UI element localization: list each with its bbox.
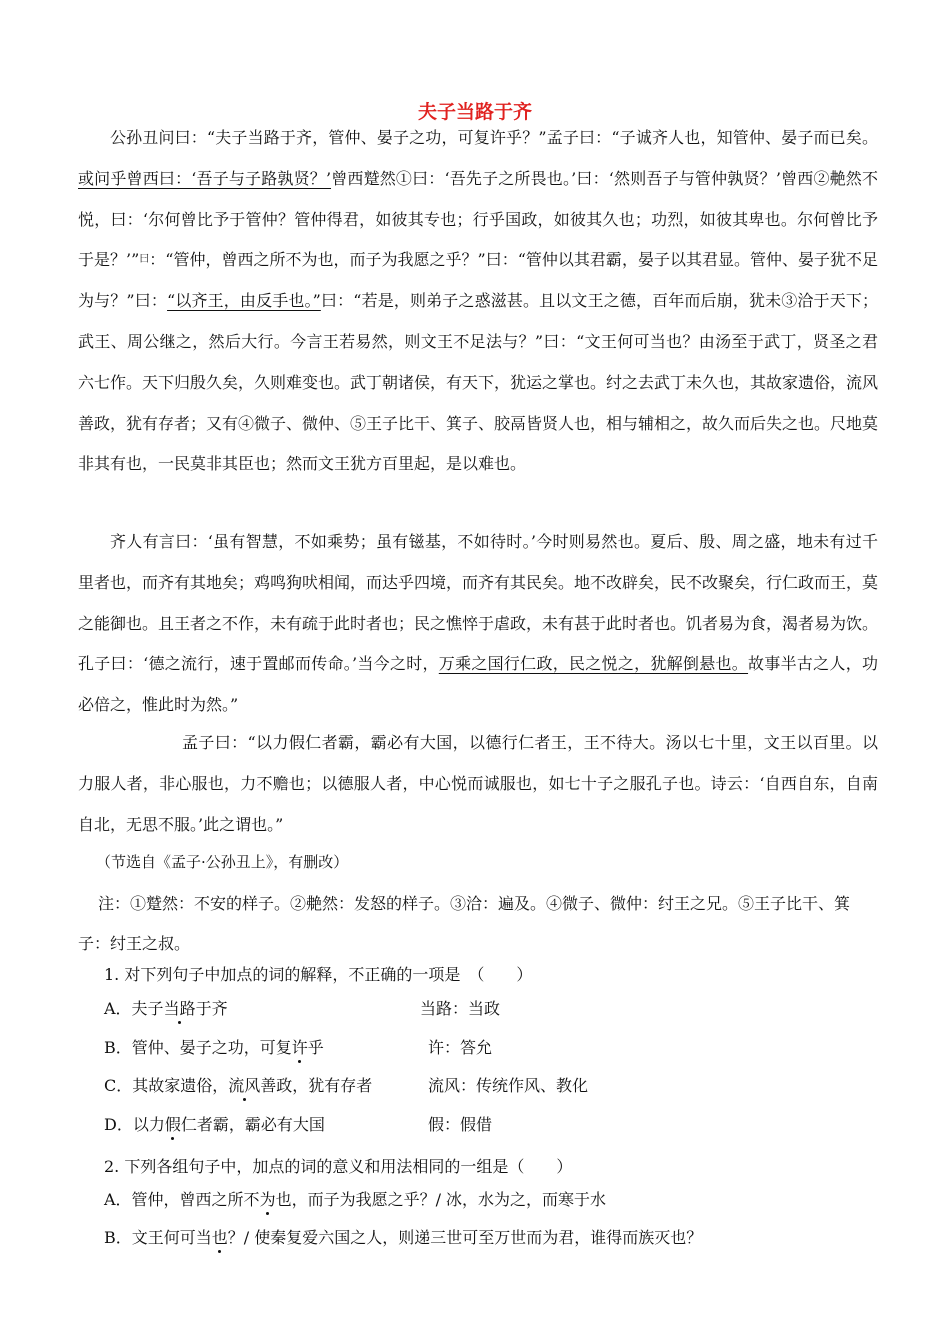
dotted-word: 为	[259, 1190, 276, 1209]
passage-text: 孟子曰：“以力假仁者霸，霸必有大国，以德行仁者王，王不待大。汤以七十里，文王以百里。以力服人者，非心服也，力不赡也；以德服人者，中心悦而诚服也，如七十子之服孔子也。诗云：‘自西自东，自南自北，无思不服。’此之谓也。”	[78, 733, 878, 834]
underlined-sentence: “以齐王，由反手也。”	[167, 291, 321, 311]
dotted-word: 也	[211, 1228, 228, 1247]
passage-paragraph-3	[78, 723, 878, 845]
annotation-notes: 注：①蹵然：不安的样子。②艴然：发怒的样子。③洽：遍及。④微子、微仲：纣王之兄。⑤王子比干、箕子：纣王之叔。	[78, 894, 851, 953]
passage-text: ：“管仲，曾西之所不为也，而子为我愿之乎？”曰：“管仲以其君霸，晏子以其君显。管仲、晏子犹不足为与？”曰：	[78, 250, 878, 311]
question-2-option-b: B．文王何可当也？/ 使秦复爱六国之人，则递三世可至万世而为君，谁得而族灭也？	[104, 1228, 703, 1247]
passage-text: 曾西蹵然①曰：‘吾先子之所畏也。’曰：‘然则吾子与管仲孰贤？’曾西②艴然不悦，曰：‘尔何曾比予于管仲？管仲得君，如彼其专也；行乎国政，如彼其久也；功烈，如彼其卑也。尔何曾比予于是？’”	[78, 168, 878, 270]
underlined-sentence: 或问乎曾西曰：‘吾子与子路孰贤？’	[78, 168, 332, 188]
passage-paragraph-2	[78, 522, 878, 726]
question-1-option-b: B．管仲、晏子之功，可复许乎	[104, 1038, 324, 1057]
passage-text: 公孙丑问曰：“夫子当路于齐，管仲、晏子之功，可复许乎？”孟子曰：“子诚齐人也，知管仲、晏子而已矣。	[110, 128, 878, 147]
dotted-word: 假	[164, 1115, 181, 1134]
passage-text: 故事半古之人，功必倍之，惟此时为然。”	[78, 654, 878, 715]
source-note: （节选自《孟子·公孙丑上》，有删改）	[96, 853, 349, 871]
small-char: 曰	[139, 254, 150, 266]
question-2-option-a: A．管仲，曾西之所不为也，而子为我愿之乎？/ 冰，水为之，而寒于水	[104, 1190, 607, 1209]
passage-text: 曰：“若是，则弟子之惑滋甚。且以文王之德，百年而后崩，犹未③洽于天下；武王、周公继之，然后大行。今言王若易然，则文王不足法与？”曰：“文王何可当也？由汤至于武丁，贤圣之君六七作。天下归殷久矣，久则难变也。武丁朝诸侯，有天下，犹运之掌也。纣之去武丁未久也，其故家遗俗，流风善政，犹有存者；又有④微子、微仲、⑤王子比干、箕子、胶鬲皆贤人也，相与辅相之，故久而后失之也。尺地莫非其有也，一民莫非其臣也；然而文王犹方百里起，是以难也。	[78, 291, 879, 474]
passage-text: 齐人有言曰：‘虽有智慧，不如乘势；虽有镃基，不如待时。’今时则易然也。夏后、殷、周之盛，地未有过千里者也，而齐有其地矣；鸡鸣狗吠相闻，而达乎四境，而齐有其民矣。地不改辟矣，民不改聚矣，行仁政而王，莫之能御也。且王者之不作，未有疏于此时者也；民之憔悴于虐政，未有甚于此时者也。饥者易为食，渴者易为饮。孔子曰：‘德之流行，速于置邮而传命。’当今之时，	[78, 532, 879, 674]
dotted-word: 流风	[228, 1076, 261, 1095]
question-1-stem: 1. 对下列句子中加点的词的解释，不正确的一项是 （ ）	[104, 965, 533, 984]
dotted-word: 许	[291, 1038, 308, 1057]
question-1-gloss-b: 许：答允	[428, 1038, 493, 1057]
question-1-gloss-d: 假：假借	[428, 1115, 493, 1134]
underlined-sentence: 万乘之国行仁政，民之悦之，犹解倒悬也。	[438, 654, 749, 674]
question-2-stem: 2. 下列各组句子中，加点的词的意义和用法相同的一组是（ ）	[104, 1157, 573, 1176]
dotted-word: 当路	[163, 999, 196, 1018]
question-1-option-d: D．以力假仁者霸，霸必有大国	[104, 1115, 325, 1134]
question-1-gloss-a: 当路：当政	[420, 999, 501, 1018]
question-1-option-c: C．其故家遗俗，流风善政，犹有存者	[104, 1076, 373, 1095]
passage-paragraph-1	[78, 118, 878, 485]
page-title: 夫子当路于齐	[417, 101, 532, 123]
question-1-option-a: A．夫子当路于齐	[104, 999, 228, 1018]
question-1-gloss-c: 流风：传统作风、教化	[428, 1076, 589, 1095]
